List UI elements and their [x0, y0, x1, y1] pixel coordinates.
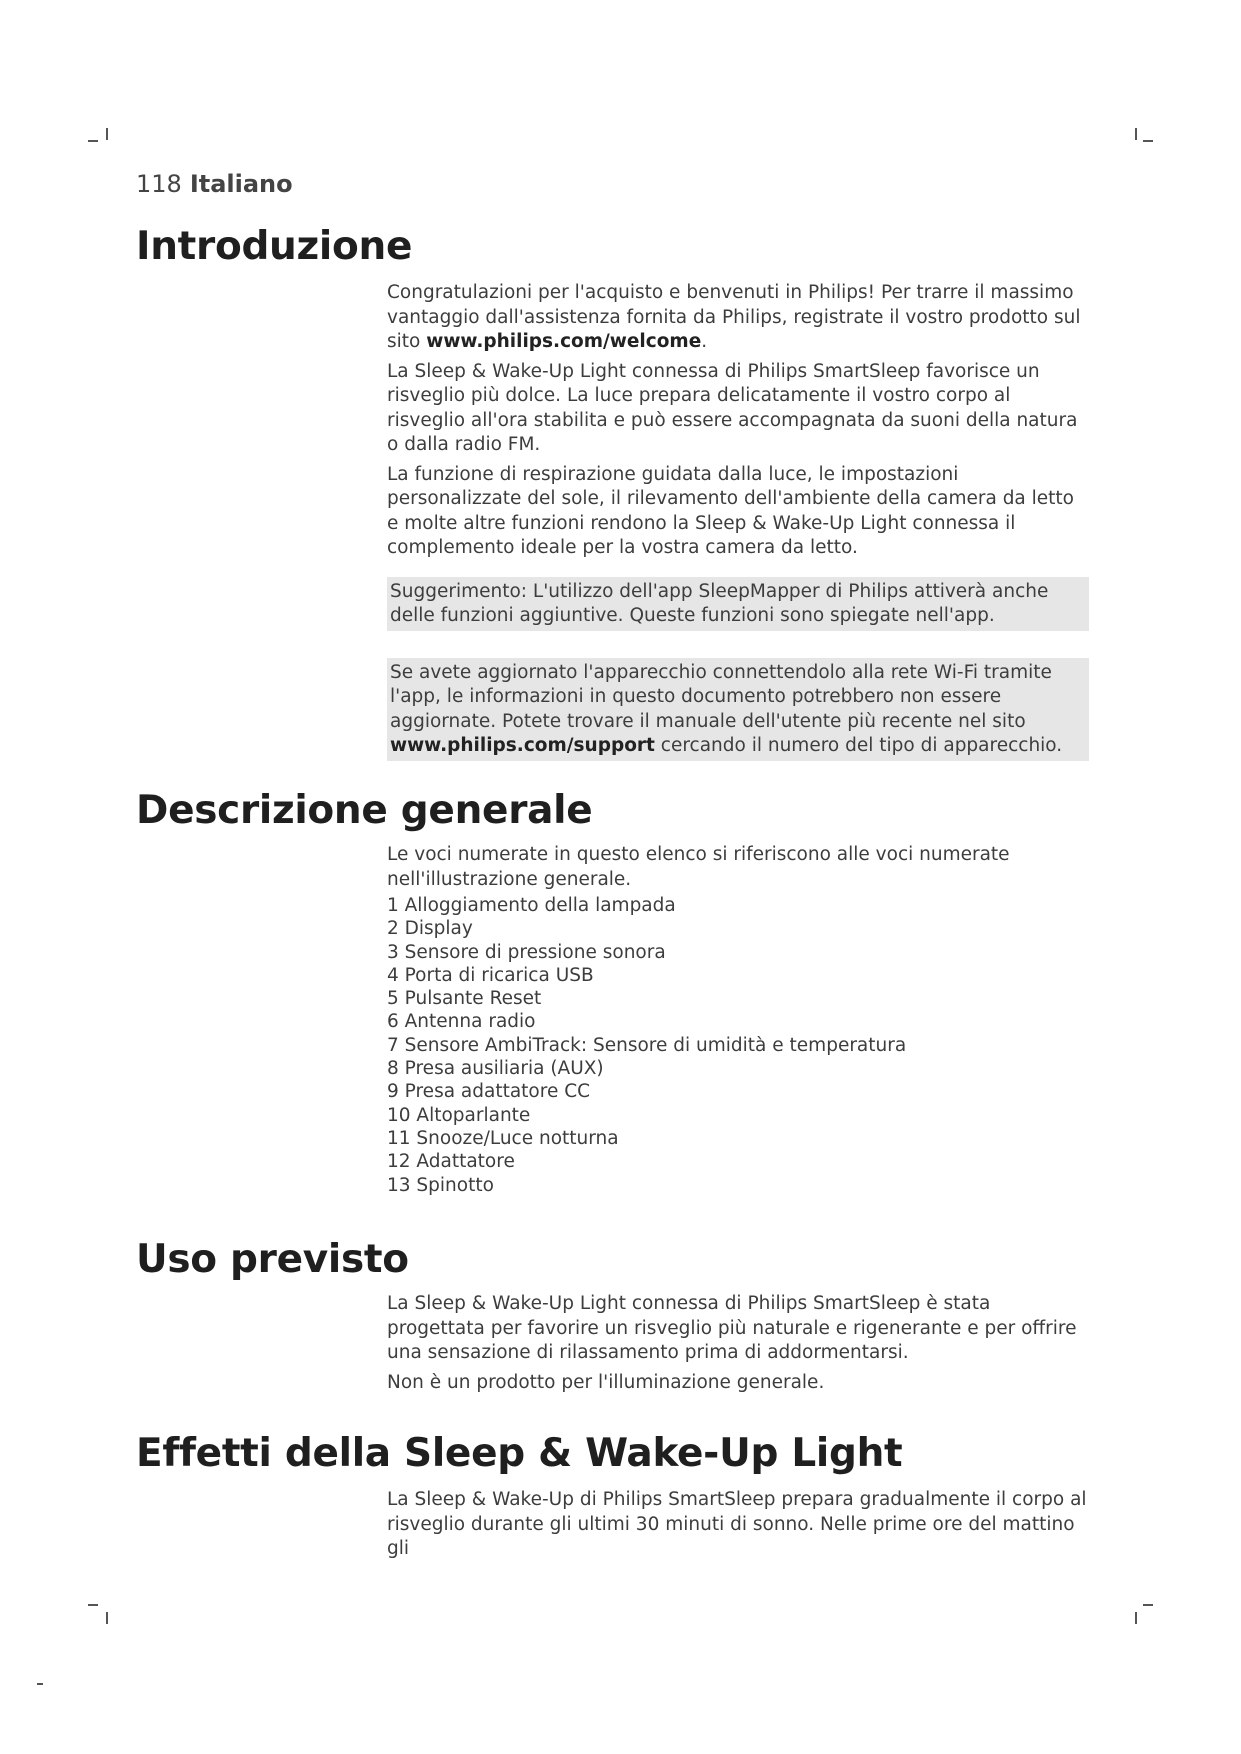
- language-label: Italiano: [189, 170, 293, 198]
- overview-intro: Le voci numerate in questo elenco si riferiscono alle voci numerate nell'illustrazione generale.: [387, 844, 1010, 890]
- crop-mark: [1143, 1604, 1153, 1606]
- support-link[interactable]: www.philips.com/support: [390, 735, 655, 756]
- intro-paragraph: La funzione di respirazione guidata dalla luce, le impostazioni personalizzate del sole, il rilevamento dell'ambiente della camera da letto e molte altre funzioni rendono la Sleep & Wake-Up Light connessa il complemento ideale per la vostra camera da letto.: [387, 463, 1075, 558]
- intended-use-paragraph: La Sleep & Wake-Up Light connessa di Philips SmartSleep è stata progettata per favorire un risveglio più naturale e rigenerante e per offrire una sensazione di rilassamento prima di addormentarsi.: [387, 1293, 1077, 1363]
- crop-mark: [106, 1612, 108, 1624]
- introduction-body: [387, 281, 1089, 766]
- intro-paragraph: [387, 281, 1089, 355]
- effects-paragraph: La Sleep & Wake-Up di Philips SmartSleep prepara gradualmente il corpo al risveglio durante gli ultimi 30 minuti di sonno. Nelle prime ore del mattino gli: [387, 1489, 1087, 1559]
- list-item: 7 Sensore AmbiTrack: Sensore di umidità e temperatura: [387, 1034, 907, 1056]
- list-item: 5 Pulsante Reset: [387, 988, 542, 1010]
- parts-list: [387, 894, 1089, 1197]
- crop-mark: [1135, 128, 1137, 140]
- intended-use-body: [387, 1292, 1089, 1400]
- heading-intended-use: Uso previsto: [136, 1237, 409, 1282]
- intended-use-paragraph: Non è un prodotto per l'illuminazione generale.: [387, 1371, 825, 1393]
- note-box: [387, 658, 1089, 761]
- welcome-link[interactable]: www.philips.com/welcome: [426, 331, 702, 352]
- list-item: 9 Presa adattatore CC: [387, 1081, 591, 1103]
- list-item: 4 Porta di ricarica USB: [387, 964, 594, 986]
- crop-mark: [88, 1604, 98, 1606]
- list-item: 12 Adattatore: [387, 1151, 515, 1173]
- list-item: 3 Sensore di pressione sonora: [387, 941, 666, 963]
- crop-mark: [106, 128, 108, 140]
- list-item: 2 Display: [387, 918, 473, 940]
- page-number: 118: [136, 170, 182, 198]
- crop-mark: [88, 140, 98, 142]
- list-item: 1 Alloggiamento della lampada: [387, 895, 676, 916]
- overview-body: [387, 843, 1089, 1197]
- intro-text-end: .: [701, 331, 708, 352]
- crop-mark: [1135, 1612, 1137, 1624]
- intro-text: Congratulazioni per l'acquisto e benvenuti in Philips! Per trarre il massimo vantaggio dall'assistenza fornita da Philips, registrate il vostro prodotto sul sito: [387, 282, 1081, 352]
- effects-body: [387, 1488, 1089, 1567]
- tip-box: Suggerimento: L'utilizzo dell'app SleepMapper di Philips attiverà anche delle funzioni aggiuntive. Queste funzioni sono spiegate nell'app.: [387, 577, 1089, 631]
- crop-mark: [1143, 140, 1153, 142]
- list-item: 6 Antenna radio: [387, 1011, 536, 1033]
- list-item: 13 Spinotto: [387, 1174, 494, 1196]
- note-text-end: cercando il numero del tipo di apparecchio.: [654, 735, 1063, 756]
- page-header: [136, 170, 293, 198]
- heading-effects: Effetti della Sleep & Wake-Up Light: [136, 1431, 903, 1476]
- intro-paragraph: La Sleep & Wake-Up Light connessa di Philips SmartSleep favorisce un risveglio più dolce. La luce prepara delicatamente il vostro corpo al risveglio all'ora stabilita e può essere accompagnata da suoni della natura o dalla radio FM.: [387, 360, 1078, 455]
- list-item: 10 Altoparlante: [387, 1104, 531, 1126]
- heading-introduction: Introduzione: [136, 224, 413, 269]
- note-text: Se avete aggiornato l'apparecchio connettendolo alla rete Wi-Fi tramite l'app, le informazioni in questo documento potrebbero non essere aggiornate. Potete trovare il manuale dell'utente più recente nel sito: [390, 661, 1052, 732]
- list-item: 11 Snooze/Luce notturna: [387, 1127, 619, 1149]
- heading-overview: Descrizione generale: [136, 788, 593, 833]
- list-item: 8 Presa ausiliaria (AUX): [387, 1058, 604, 1080]
- crop-mark: [37, 1683, 43, 1685]
